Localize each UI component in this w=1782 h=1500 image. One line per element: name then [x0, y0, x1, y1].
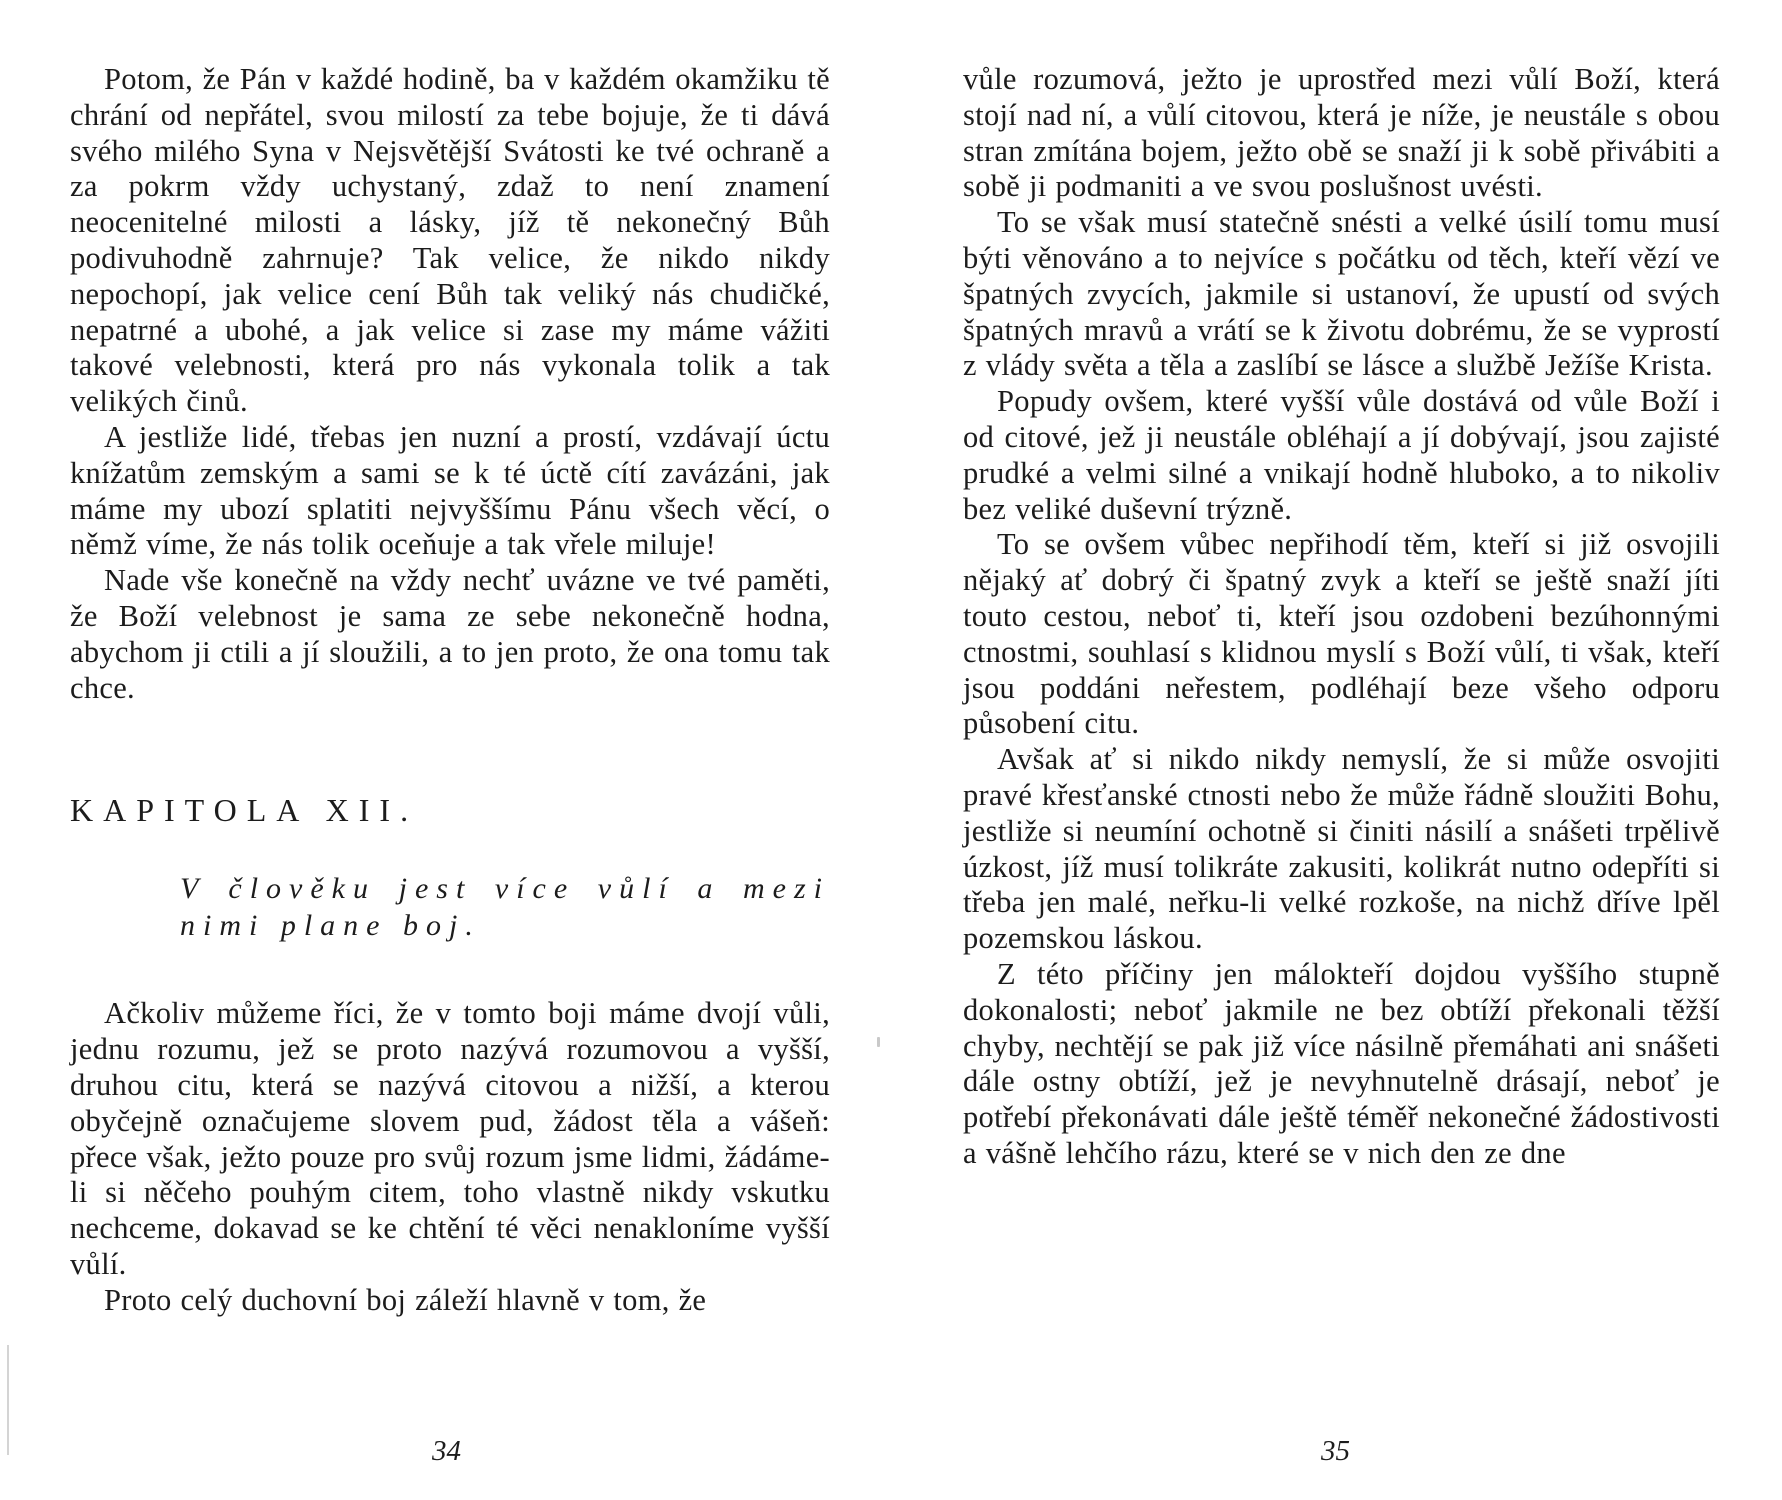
paragraph: Nade vše konečně na vždy nechť uvázne ve tvé paměti, že Boží velebnost je sama ze sebe nekonečně hodna, abychom ji ctili a jí sloužili, a to jen proto, že ona tomu tak chce.	[70, 563, 830, 705]
paragraph: Proto celý duchovní boj záleží hlavně v tom, že	[104, 1282, 707, 1317]
paragraph: Z této příčiny jen málokteří dojdou vyššího stupně dokonalosti; neboť jakmile ne bez obtíží překonali těžší chyby, nechtějí se pak již více násilně přemáhati ani snášeti dále ostny obtíží, jež je nevyhnutelně drásají, neboť je potřebí překonávati dále ještě téměř nekonečné žádostivosti a vášně lehčího rázu, které se v nich den ze dne	[963, 956, 1720, 1170]
paragraph: To se však musí statečně snésti a velké úsilí tomu musí býti věnováno a to nejvíce s počátku od těch, kteří vězí ve špatných zvycích, jakmile si ustanoví, že upustí od svých špatných mravů a vrátí se k životu dobrému, že se vyprostí z vlády světa a těla a zaslíbí se lásce a službě Ježíše Krista.	[963, 205, 1720, 383]
chapter-subtitle: V člověku jest více vůlí a mezi nimi plane boj.	[180, 872, 830, 943]
scan-speck	[877, 1037, 880, 1047]
paragraph: To se ovšem vůbec nepřihodí těm, kteří si již osvojili nějaký ať dobrý či špatný zvyk a kteří se ještě snaží jíti touto cestou, neboť ti, kteří jsou ozdobeni bezúhonnými ctnostmi, souhlasí s klidnou myslí s Boží vůlí, ti však, kteří jsou poddáni neřestem, podléhají beze všeho odporu působení citu.	[963, 527, 1720, 741]
paragraph: A jestliže lidé, třebas jen nuzní a prostí, vzdávají úctu knížatům zemským a sami se k té úctě cítí zavázáni, jak máme my ubozí splatiti nejvyššímu Pánu všech věcí, o němž víme, že nás tolik oceňuje a tak vřele miluje!	[70, 419, 830, 562]
paragraph: Ačkoliv můžeme říci, že v tomto boji máme dvojí vůli, jednu rozumu, jež se proto nazývá rozumovou a vyšší, druhou citu, která se nazývá citovou a nižší, a kterou obyčejně označujeme slovem pud, žádost těla a vášeň: přece však, ježto pouze pro svůj rozum jsme lidmi, žádáme-li si něčeho pouhým citem, toho vlastně nikdy vskutku nechceme, dokavad se ke chtění té věci nenakloníme vyšší vůlí.	[70, 996, 830, 1281]
page-number-left: 34	[432, 1435, 461, 1467]
page-number-right: 35	[1321, 1435, 1350, 1467]
paragraph: Popudy ovšem, které vyšší vůle dostává od vůle Boží i od citové, jež ji neustále obléhají a jí dobývají, jsou zajisté prudké a velmi silné a vnikají hodně hluboko, a to nikoliv bez veliké duševní trýzně.	[963, 384, 1720, 526]
paragraph: Potom, že Pán v každé hodině, ba v každém okamžiku tě chrání od nepřátel, svou milostí za tebe bojuje, že ti dává svého milého Syna v Nejsvětější Svátosti ke tvé ochraně a za pokrm vždy uchystaný, zdaž to není znamení neocenitelné milosti a lásky, jíž tě nekonečný Bůh podivuhodně zahrnuje? Tak velice, že nikdo nikdy nepochopí, jak velice cení Bůh tak veliký nás chudičké, nepatrné a ubohé, a jak velice si zase my máme vážiti takové velebnosti, která pro nás vykonala tolik a tak velikých činů.	[70, 62, 830, 419]
right-page	[963, 62, 1720, 1172]
paragraph: vůle rozumová, ježto je uprostřed mezi vůlí Boží, která stojí nad ní, a vůlí citovou, která je níže, je neustále s obou stran zmítána bojem, ježto obě se snaží ji k sobě přivábiti a sobě ji podmaniti a ve svou poslušnost uvésti.	[963, 62, 1720, 204]
paragraph: Avšak ať si nikdo nikdy nemyslí, že si může osvojiti pravé křesťanské ctnosti nebo že může řádně sloužiti Bohu, jestliže si neumíní ochotně si činiti násilí a snášeti trpělivě úzkost, jíž musí tolikráte zakusiti, kolikrát nutno odepříti si třeba jen malé, neřku-li velké rozkoše, na nichž dříve lpěl pozemskou láskou.	[963, 742, 1720, 956]
left-page	[70, 62, 830, 1319]
scan-edge-mark	[7, 1345, 9, 1455]
chapter-heading: KAPITOLA XII.	[70, 792, 419, 829]
